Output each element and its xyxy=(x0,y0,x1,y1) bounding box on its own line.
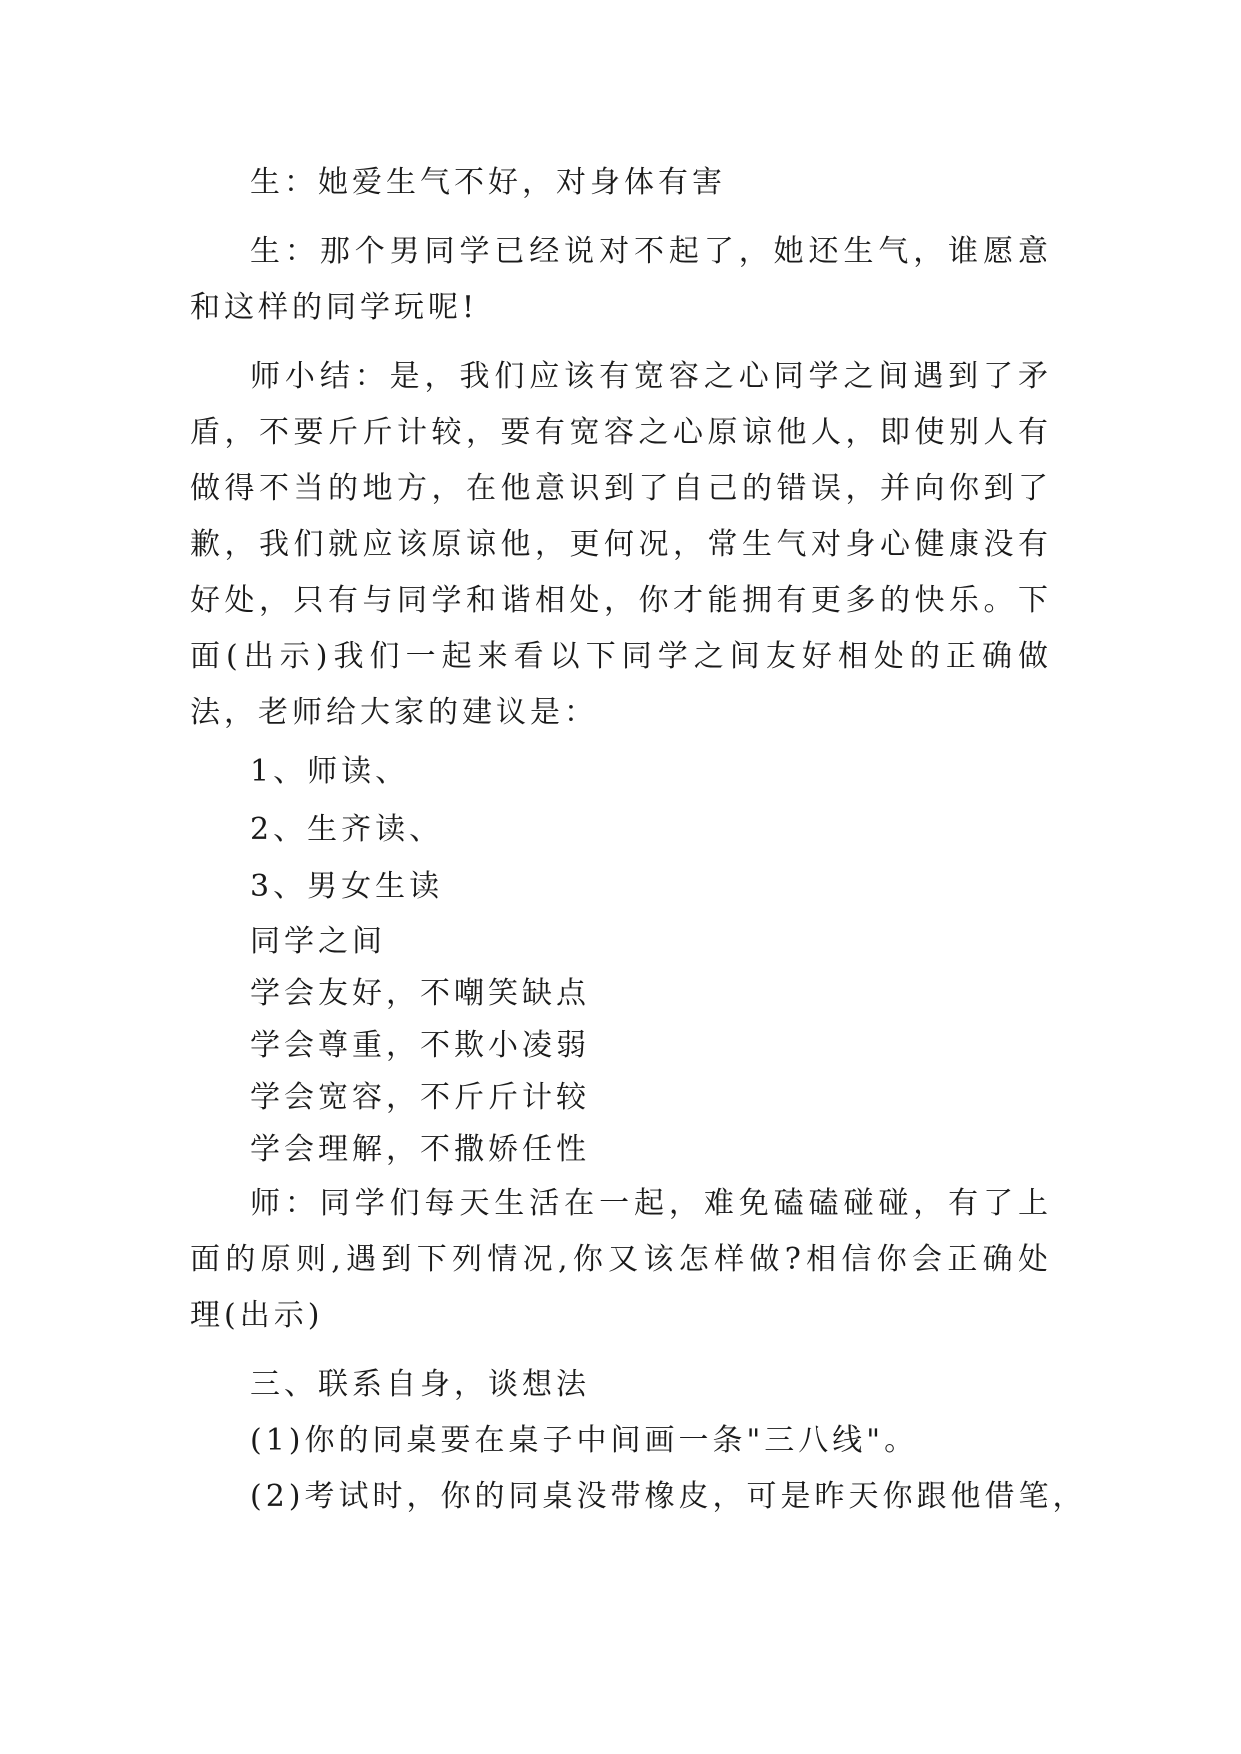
list-item: 1、师读、 xyxy=(250,754,410,789)
list-item: 学会尊重，不欺小凌弱 xyxy=(250,1027,590,1063)
scenario-item: (1)你的同桌要在桌子中间画一条"三八线"。 xyxy=(250,1422,919,1458)
scenario-item: (2)考试时，你的同桌没带橡皮，可是昨天你跟他借笔， xyxy=(250,1478,1087,1514)
student-reply-1: 生：她爱生气不好，对身体有害 xyxy=(250,165,726,200)
teacher-paragraph: 师：同学们每天生活在一起，难免磕磕碰碰，有了上面的原则,遇到下列情况,你又该怎样做?相信你会正确处理(出示) xyxy=(190,1185,1052,1333)
document-body xyxy=(190,155,1087,1525)
list-item: 2、生齐读、 xyxy=(250,811,444,847)
student-reply-2: 生：那个男同学已经说对不起了，她还生气，谁愿意和这样的同学玩呢! xyxy=(190,234,1052,325)
list-item: 3、男女生读 xyxy=(250,869,444,904)
list-item: 学会友好，不嘲笑缺点 xyxy=(250,975,590,1011)
reading-list xyxy=(190,743,1052,1176)
list-item: 学会宽容，不斤斤计较 xyxy=(250,1079,590,1115)
section-heading: 三、联系自身，谈想法 xyxy=(250,1366,590,1402)
teacher-summary: 师小结：是，我们应该有宽容之心同学之间遇到了矛盾，不要斤斤计较，要有宽容之心原谅他人，即使别人有做得不当的地方，在他意识到了自己的错误，并向你到了歉，我们就应该原谅他，更何况，常生气对身心健康没有好处，只有与同学和谐相处，你才能拥有更多的快乐。下面(出示)我们一起来看以下同学之间友好相处的正确做法，老师给大家的建议是： xyxy=(190,359,1052,730)
list-item: 同学之间 xyxy=(250,923,386,959)
list-item: 学会理解，不撒娇任性 xyxy=(250,1131,590,1167)
